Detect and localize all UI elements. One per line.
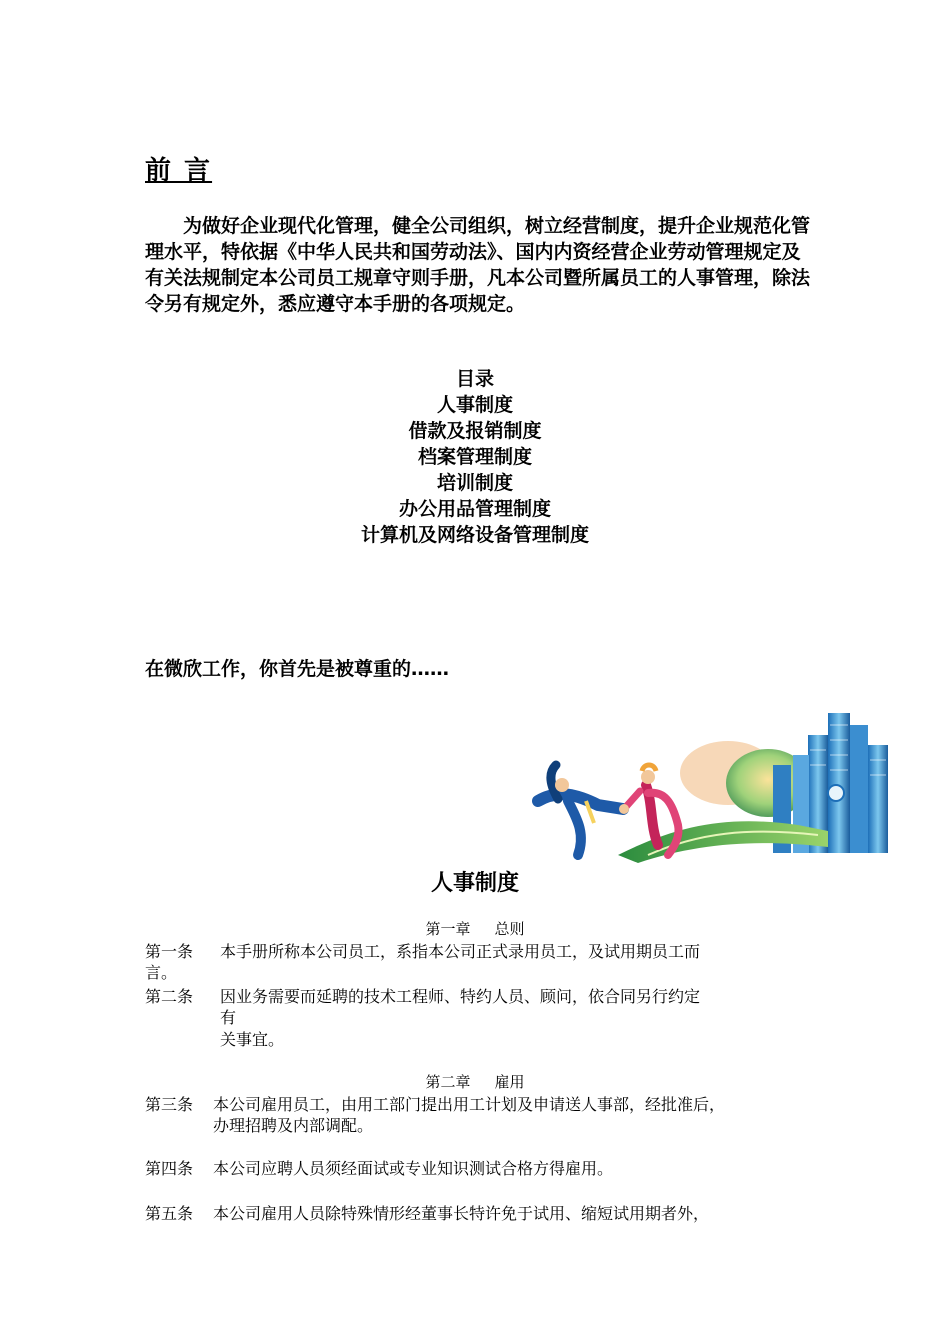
chapter-name: 总则 bbox=[494, 920, 525, 938]
chapter-number: 第二章 bbox=[425, 1073, 471, 1091]
section-title: 人事制度 bbox=[430, 871, 519, 896]
article-text: 有 bbox=[220, 1008, 237, 1027]
article-number: 第五条 bbox=[145, 1204, 194, 1223]
toc-item: 人事制度 bbox=[436, 394, 513, 416]
article-text: 本公司雇用员工，由用工部门提出用工计划及申请送人事部，经批准后， bbox=[213, 1095, 726, 1114]
article-text: 办理招聘及内部调配。 bbox=[213, 1116, 374, 1135]
article-text: 因业务需要而延聘的技术工程师、特约人员、顾问，依合同另行约定 bbox=[220, 987, 701, 1006]
handshake-city-illustration bbox=[528, 705, 898, 863]
article-number: 第一条 bbox=[145, 942, 194, 961]
chapter-number: 第一章 bbox=[425, 920, 471, 938]
article bbox=[145, 986, 810, 1052]
preface-paragraph: 为做好企业现代化管理，健全公司组织，树立经营制度，提升企业规范化管理水平，特依据《中华人民共和国劳动法》、国内内资经营企业劳动管理规定及有关法规制定本公司员工规章守则手册，凡本公司暨所属员工的人事管理，除法令另有规定外，悉应遵守本手册的各项规定。 bbox=[145, 215, 811, 315]
article bbox=[145, 1094, 810, 1138]
slogan: 在微欣工作，你首先是被尊重的…… bbox=[145, 658, 450, 680]
table-of-contents bbox=[0, 366, 950, 548]
article-text: 本手册所称本公司员工，系指本公司正式录用员工，及试用期员工而 bbox=[220, 942, 701, 961]
toc-item: 借款及报销制度 bbox=[408, 420, 542, 442]
article-text: 本公司应聘人员须经面试或专业知识测试合格方得雇用。 bbox=[213, 1159, 614, 1178]
article-text: 本公司雇用人员除特殊情形经董事长特许免于试用、缩短试用期者外， bbox=[213, 1204, 710, 1223]
article bbox=[145, 1158, 810, 1180]
toc-title: 目录 bbox=[455, 368, 494, 390]
preface-heading: 前 言 bbox=[145, 156, 213, 186]
article-text: 言。 bbox=[145, 963, 178, 982]
article bbox=[145, 1203, 810, 1225]
article-number: 第四条 bbox=[145, 1159, 194, 1178]
toc-item: 办公用品管理制度 bbox=[398, 498, 551, 520]
chapter-heading bbox=[0, 918, 950, 939]
article-number: 第二条 bbox=[145, 987, 194, 1006]
article-number: 第三条 bbox=[145, 1095, 194, 1114]
chapter-name: 雇用 bbox=[494, 1073, 525, 1091]
toc-item: 培训制度 bbox=[436, 472, 513, 494]
article-text: 关事宜。 bbox=[220, 1030, 285, 1049]
toc-item: 计算机及网络设备管理制度 bbox=[360, 524, 589, 546]
article bbox=[145, 941, 810, 985]
chapter-heading bbox=[0, 1071, 950, 1092]
toc-item: 档案管理制度 bbox=[417, 446, 532, 468]
